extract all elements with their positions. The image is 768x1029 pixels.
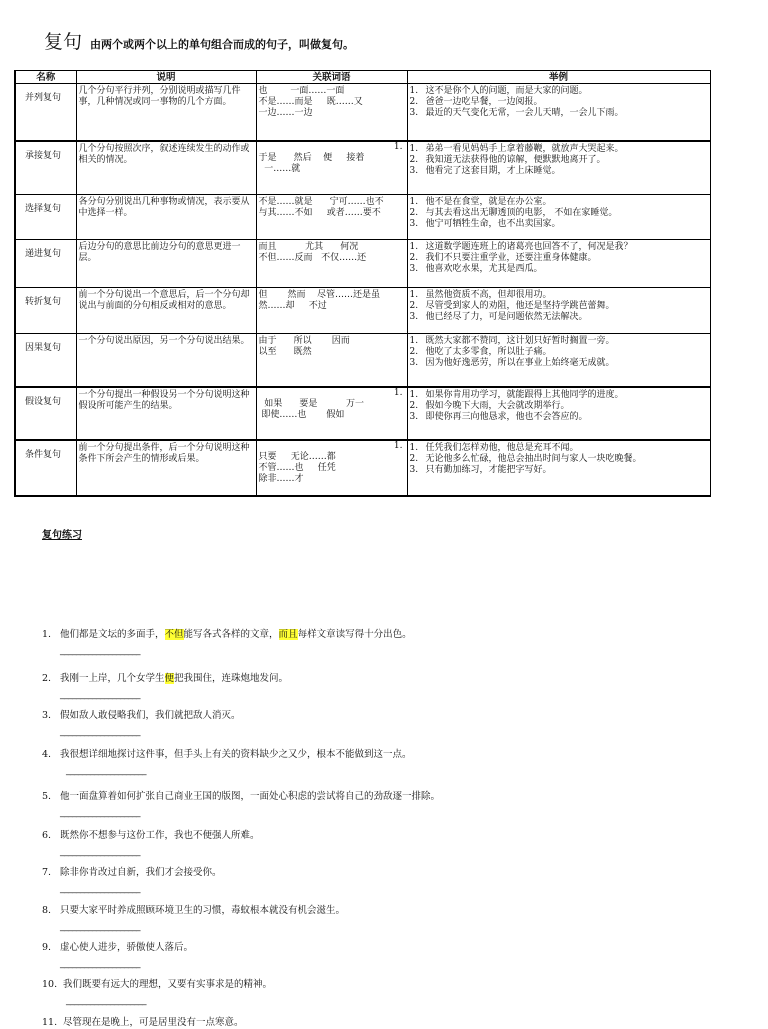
row-conjunctions: [256, 84, 407, 141]
answer-blank[interactable]: ____________________: [60, 646, 140, 656]
example-number: 1.: [409, 336, 419, 346]
exercise-text: 他一面盘算着如何扩张自己商业王国的版图，一面处心积虑的尝试将自己的劲敌逐一排除。: [60, 791, 441, 802]
row-conjunctions: [256, 195, 407, 240]
exercise-text: 尽管现在是晚上，可是居里没有一点寒意。: [60, 1017, 244, 1028]
example-number: 1.: [409, 143, 419, 154]
row-name: 转折复句: [15, 288, 76, 334]
example-item: [410, 358, 708, 369]
example-text: 即使你再三向他恳求，他也不会答应的。: [425, 411, 588, 422]
example-number: 3.: [409, 219, 419, 229]
example-item: [410, 290, 708, 301]
example-text: 我们不只要注重学业，还要注重身体健康。: [425, 253, 597, 263]
example-item: [410, 301, 708, 312]
example-item: [410, 390, 708, 401]
example-item: [410, 465, 708, 476]
exercise-text: 只要大家平时养成照顾环境卫生的习惯，毒蚊根本就没有机会滋生。: [60, 905, 346, 916]
exercise-item: [42, 629, 412, 641]
exercise-item: [42, 673, 288, 685]
exercise-number: 5.: [42, 791, 52, 802]
header-conjunctions: 关联词语: [256, 71, 407, 84]
answer-blank[interactable]: ____________________: [60, 884, 140, 894]
example-number: 3.: [409, 264, 419, 274]
row-name: 条件复句: [15, 440, 76, 496]
compound-sentence-table: [14, 70, 711, 497]
conjunction-words: 不是……就是 宁可……也不 与其……不如 或者……要不: [258, 197, 384, 218]
table-row: [15, 288, 710, 334]
table-row: [15, 240, 710, 288]
conjunction-words: 但 然而 尽管……还是虽 然……却 不过: [258, 290, 380, 311]
exercise-item: [42, 905, 345, 917]
example-item: [410, 312, 708, 323]
row-conjunctions: [256, 240, 407, 288]
conjunction-words: 于是 然后 便 接着 一……就: [258, 152, 365, 174]
table-row: [15, 84, 710, 141]
conjunction-words: 而且 尤其 何况 不但……反而 不仅……还: [258, 242, 367, 263]
example-text: 他不是在食堂，就是在办公室。: [425, 197, 552, 207]
example-text: 他宁可牺牲生命，也不出卖国家。: [425, 219, 561, 229]
example-number: 3.: [409, 464, 419, 475]
row-description: 几个分句按照次序，叙述连续发生的动作或相关的情况。: [76, 141, 256, 195]
example-text: 这不是你个人的问题，而是大家的问题。: [425, 86, 588, 96]
exercise-item: [42, 791, 440, 803]
header-name: 名称: [15, 71, 76, 84]
table-row: [15, 334, 710, 387]
example-item: [410, 155, 708, 166]
highlighted-conjunction: 不但: [164, 629, 184, 640]
page-definition: 由两个或两个以上的单句组合而成的句子，叫做复句。: [90, 38, 355, 51]
row-description: 后边分句的意思比前边分句的意思更进一层。: [76, 240, 256, 288]
conjunction-words: 如果 要是 万一 即使……也 假如: [261, 398, 364, 420]
row-name: 承接复句: [15, 141, 76, 195]
page-heading: [44, 30, 354, 54]
example-item: [410, 454, 708, 465]
row-examples: [407, 440, 710, 496]
row-description: 一个分句说出原因，另一个分句说出结果。: [76, 334, 256, 387]
header-description: 说明: [76, 71, 256, 84]
example-text: 爸爸一边吃早餐，一边阅报。: [425, 97, 543, 107]
exercise-item: [42, 979, 272, 991]
example-text: 虽然他资质不高，但却很用功。: [425, 290, 552, 300]
exercise-number: 7.: [42, 867, 52, 878]
example-item: [410, 219, 708, 230]
page-title: 复句: [44, 31, 83, 53]
example-number: 2.: [409, 253, 419, 263]
exercise-item: [42, 830, 260, 842]
example-text: 尽管受到家人的劝阻，他还是坚持学跳芭蕾舞。: [425, 301, 615, 311]
row-conjunctions: [256, 387, 407, 440]
row-conjunctions: [256, 334, 407, 387]
exercise-number: 4.: [42, 749, 52, 760]
exercise-number: 2.: [42, 673, 52, 684]
example-text: 他喜欢吃水果，尤其是西瓜。: [425, 264, 543, 274]
highlighted-conjunction: 而且: [278, 629, 298, 640]
example-number: 3.: [409, 108, 419, 118]
exercise-item: [42, 710, 241, 722]
exercise-number: 8.: [42, 905, 52, 916]
example-item: [410, 242, 708, 253]
conjunction-words: 也 一面……一面 不是……而是 既……又 一边……一边: [258, 86, 363, 118]
row-description: 一个分句提出一种假设另一个分句说明这种假设所可能产生的结果。: [76, 387, 256, 440]
example-number: 3.: [409, 358, 419, 368]
example-item: [410, 208, 708, 219]
example-number: 2.: [409, 453, 419, 464]
row-conjunctions: [256, 440, 407, 496]
example-text: 无论他多么忙碌，他总会抽出时间与家人一块吃晚餐。: [425, 453, 642, 464]
table-row: [15, 141, 710, 195]
answer-blank[interactable]: ____________________: [66, 996, 146, 1006]
list-marker: 1.: [393, 387, 403, 398]
conjunction-words: 由于 所以 因而 以至 既然: [258, 336, 350, 357]
example-number: 2.: [409, 400, 419, 411]
row-conjunctions: [256, 288, 407, 334]
row-conjunctions: [256, 141, 407, 195]
example-item: [410, 264, 708, 275]
exercise-text: 每样文章读写得十分出色。: [297, 629, 412, 640]
row-examples: [407, 387, 710, 440]
example-text: 因为他好逸恶劳，所以在事业上始终毫无成就。: [425, 358, 615, 368]
answer-blank[interactable]: ____________________: [60, 727, 140, 737]
example-text: 这道数学题连班上的诸葛亮也回答不了，何况是我？: [425, 242, 633, 252]
row-description: 各分句分别说出几种事物或情况，表示要从中选择一样。: [76, 195, 256, 240]
answer-blank[interactable]: ____________________: [66, 766, 146, 776]
example-item: [410, 347, 708, 358]
exercise-item: [42, 749, 412, 761]
exercise-text: 把我围住，连珠炮地发问。: [174, 673, 289, 684]
example-item: [410, 97, 708, 108]
example-item: [410, 108, 708, 119]
row-description: 几个分句平行并列，分别说明或描写几件事，几种情况或同一事物的几个方面。: [76, 84, 256, 141]
table-row: [15, 387, 710, 440]
exercise-text: 我很想详细地探讨这件事，但手头上有关的资料缺少之又少，根本不能做到这一点。: [60, 749, 412, 760]
exercise-text: 我刚一上岸，几个女学生: [60, 673, 165, 684]
exercise-item: [42, 942, 193, 954]
example-text: 弟弟一看见妈妈手上拿着藤鞭，就放声大哭起来。: [425, 143, 624, 154]
example-number: 2.: [409, 347, 419, 357]
exercise-text: 他们都是文坛的多面手，: [60, 629, 165, 640]
practice-heading: 复句练习: [42, 530, 82, 541]
example-text: 只有勤加练习，才能把字写好。: [425, 464, 552, 475]
example-number: 3.: [409, 312, 419, 322]
exercise-text: 假如敌人敢侵略我们，我们就把敌人消灭。: [60, 710, 241, 721]
example-text: 他吃了太多零食，所以肚子痛。: [425, 347, 552, 357]
example-number: 1.: [409, 389, 419, 400]
header-examples: 举例: [407, 71, 710, 84]
example-text: 任凭我们怎样劝他，他总是充耳不闻。: [425, 442, 579, 453]
exercise-item: [42, 1017, 244, 1029]
example-item: [410, 412, 708, 423]
example-item: [410, 336, 708, 347]
answer-blank[interactable]: ____________________: [60, 690, 140, 700]
example-text: 如果你肯用功学习，就能跟得上其他同学的进度。: [425, 389, 624, 400]
example-item: [410, 197, 708, 208]
row-examples: [407, 334, 710, 387]
exercise-number: 9.: [42, 942, 52, 953]
answer-blank[interactable]: ____________________: [60, 847, 140, 857]
exercise-number: 3.: [42, 710, 52, 721]
example-number: 1.: [409, 442, 419, 453]
row-name: 递进复句: [15, 240, 76, 288]
row-examples: [407, 195, 710, 240]
example-item: [410, 443, 708, 454]
example-item: [410, 253, 708, 264]
table-row: [15, 440, 710, 496]
example-text: 既然大家都不赞同，这计划只好暂时搁置一旁。: [425, 336, 615, 346]
list-marker: 1.: [393, 141, 403, 152]
example-number: 1.: [409, 290, 419, 300]
exercise-number: 1.: [42, 629, 52, 640]
row-name: 并列复句: [15, 84, 76, 141]
example-text: 假如今晚下大雨，大会就改期举行。: [425, 400, 570, 411]
example-number: 3.: [409, 165, 419, 176]
example-number: 2.: [409, 97, 419, 107]
example-item: [410, 166, 708, 177]
example-text: 他已经尽了力，可是问题依然无法解决。: [425, 312, 588, 322]
conjunction-words: 只要 无论……都 不管……也 任凭 除非……才: [258, 451, 336, 484]
row-name: 因果复句: [15, 334, 76, 387]
example-item: [410, 144, 708, 155]
exercise-text: 除非你肯改过自新，我们才会接受你。: [60, 867, 222, 878]
exercise-item: [42, 867, 222, 879]
exercise-number: 6.: [42, 830, 52, 841]
answer-blank[interactable]: ____________________: [60, 922, 140, 932]
table-row: [15, 195, 710, 240]
exercise-number: 11.: [42, 1017, 58, 1028]
example-item: [410, 401, 708, 412]
exercise-text: 我们既要有远大的理想，又要有实事求是的精神。: [60, 979, 273, 990]
example-item: [410, 86, 708, 97]
row-examples: [407, 84, 710, 141]
list-marker: 1.: [393, 440, 403, 451]
row-examples: [407, 240, 710, 288]
exercise-text: 虚心使人进步，骄傲使人落后。: [60, 942, 194, 953]
example-text: 他看完了这套目期，才上床睡觉。: [425, 165, 561, 176]
example-text: 与其去看这出无聊透顶的电影， 不如在家睡觉。: [425, 208, 618, 218]
exercise-text: 既然你不想参与这份工作，我也不便强人所难。: [60, 830, 260, 841]
example-number: 1.: [409, 197, 419, 207]
exercise-text: 能写各式各样的文章，: [183, 629, 279, 640]
answer-blank[interactable]: ____________________: [60, 808, 140, 818]
example-number: 2.: [409, 154, 419, 165]
example-number: 1.: [409, 86, 419, 96]
example-text: 最近的天气变化无常，一会儿天晴，一会儿下雨。: [425, 108, 624, 118]
row-examples: [407, 288, 710, 334]
row-name: 假设复句: [15, 387, 76, 440]
example-number: 2.: [409, 301, 419, 311]
example-number: 1.: [409, 242, 419, 252]
answer-blank[interactable]: ____________________: [60, 959, 140, 969]
exercise-number: 10.: [42, 979, 58, 990]
row-examples: [407, 141, 710, 195]
example-number: 2.: [409, 208, 419, 218]
highlighted-conjunction: 便: [164, 673, 175, 684]
row-name: 选择复句: [15, 195, 76, 240]
example-number: 3.: [409, 411, 419, 422]
example-text: 我知道无法获得他的谅解，便默默地离开了。: [425, 154, 606, 165]
row-description: 前一个分句说出一个意思后，后一个分句却说出与前面的分句相反或相对的意思。: [76, 288, 256, 334]
row-description: 前一个分句提出条件，后一个分句说明这种条件下所会产生的情形或后果。: [76, 440, 256, 496]
